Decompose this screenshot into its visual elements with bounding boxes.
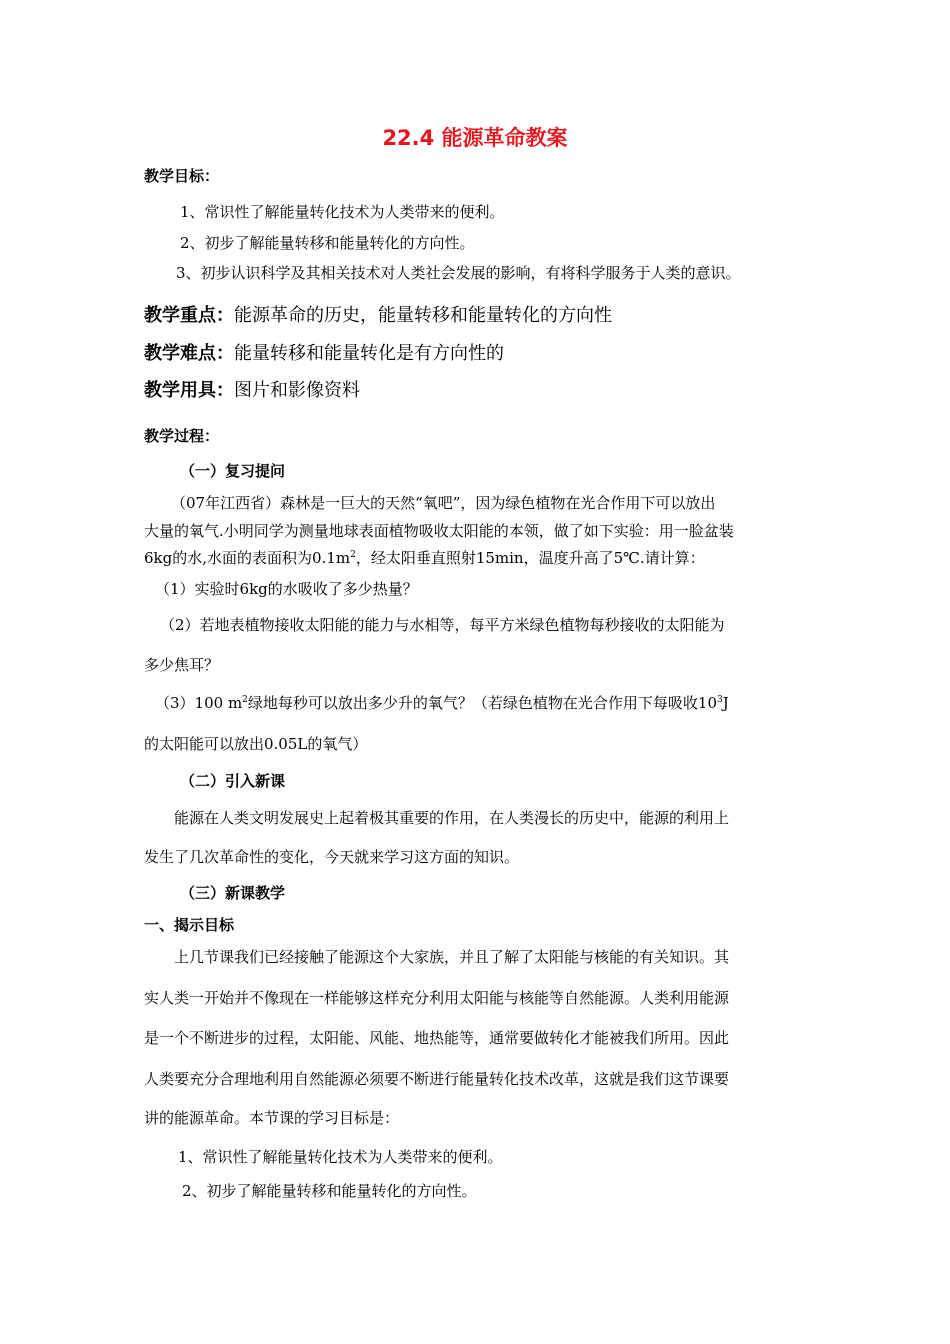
paragraph-line-3: 是一个不断进步的过程，太阳能、风能、地热能等，通常要做转化才能被我们所用。因此 [144,1029,730,1047]
intro-line-1: 能源在人类文明发展史上起着极其重要的作用，在人类漫长的历史中，能源的利用上 [174,809,730,827]
teaching-heading: （三）新课教学 [180,884,286,902]
paragraph-line-4: 人类要充分合理地利用自然能源必须要不断进行能量转化技术改革，这就是我们这节课要 [144,1070,730,1088]
question-1: （1）实验时6kg的水吸收了多少热量？ [155,580,418,598]
objective-item-1: 1、常识性了解能量转化技术为人类带来的便利。 [180,203,505,221]
teaching-focus-label: 教学重点： [144,305,234,326]
teaching-difficulty-text: 能量转移和能量转化是有方向性的 [234,343,504,364]
teaching-difficulty [144,339,504,365]
teaching-tools-text: 图片和影像资料 [234,380,360,401]
review-line-2: 大量的氧气.小明同学为测量地球表面植物吸收太阳能的本领，做了如下实验：用一脸盆装 [144,522,734,540]
question-2-line-1: （2）若地表植物接收太阳能的能力与水相等，每平方米绿色植物每秒接收的太阳能为 [160,616,725,634]
question-3-line-1: （3）100 $m^2$绿地每秒可以放出多少升的氧气？（若绿色植物在光合作用下每吸收$10^3J$ [155,694,729,712]
review-line-1: （07年江西省）森林是一巨大的天然“氧吧”，因为绿色植物在光合作用下可以放出 [171,494,716,512]
teaching-focus [144,301,612,327]
objective-item-3: 3、初步认识科学及其相关技术对人类社会发展的影响，有将科学服务于人类的意识。 [176,264,741,282]
paragraph-line-2: 实人类一开始并不像现在一样能够这样充分利用太阳能与核能等自然能源。人类利用能源 [144,989,730,1007]
section-1-heading: 一、揭示目标 [144,916,235,934]
review-line-3: 6kg的水,水面的表面积为$0.1m^2$，经太阳垂直照射15min，温度升高了5℃.请计算： [144,549,705,567]
question-2-line-2: 多少焦耳？ [144,656,220,674]
question-3-line-2: 的太阳能可以放出0.05L的氧气） [144,735,368,753]
review-heading: （一）复习提问 [180,462,286,480]
intro-heading: （二）引入新课 [180,772,286,790]
objectives-heading: 教学目标： [144,167,220,185]
paragraph-line-1: 上几节课我们已经接触了能源这个大家族，并且了解了太阳能与核能的有关知识。其 [174,948,730,966]
process-heading: 教学过程： [144,427,220,445]
paragraph-line-5: 讲的能源革命。本节课的学习目标是： [144,1109,400,1127]
document-title: 22.4 能源革命教案 [382,126,568,150]
objective-item-2: 2、初步了解能量转移和能量转化的方向性。 [180,234,475,252]
teaching-difficulty-label: 教学难点： [144,343,234,364]
teaching-focus-text: 能源革命的历史，能量转移和能量转化的方向性 [234,305,612,326]
intro-line-2: 发生了几次革命性的变化，今天就来学习这方面的知识。 [144,848,520,866]
teaching-tools [144,376,360,402]
goal-item-2: 2、初步了解能量转移和能量转化的方向性。 [182,1182,477,1200]
goal-item-1: 1、常识性了解能量转化技术为人类带来的便利。 [178,1148,503,1166]
teaching-tools-label: 教学用具： [144,380,234,401]
